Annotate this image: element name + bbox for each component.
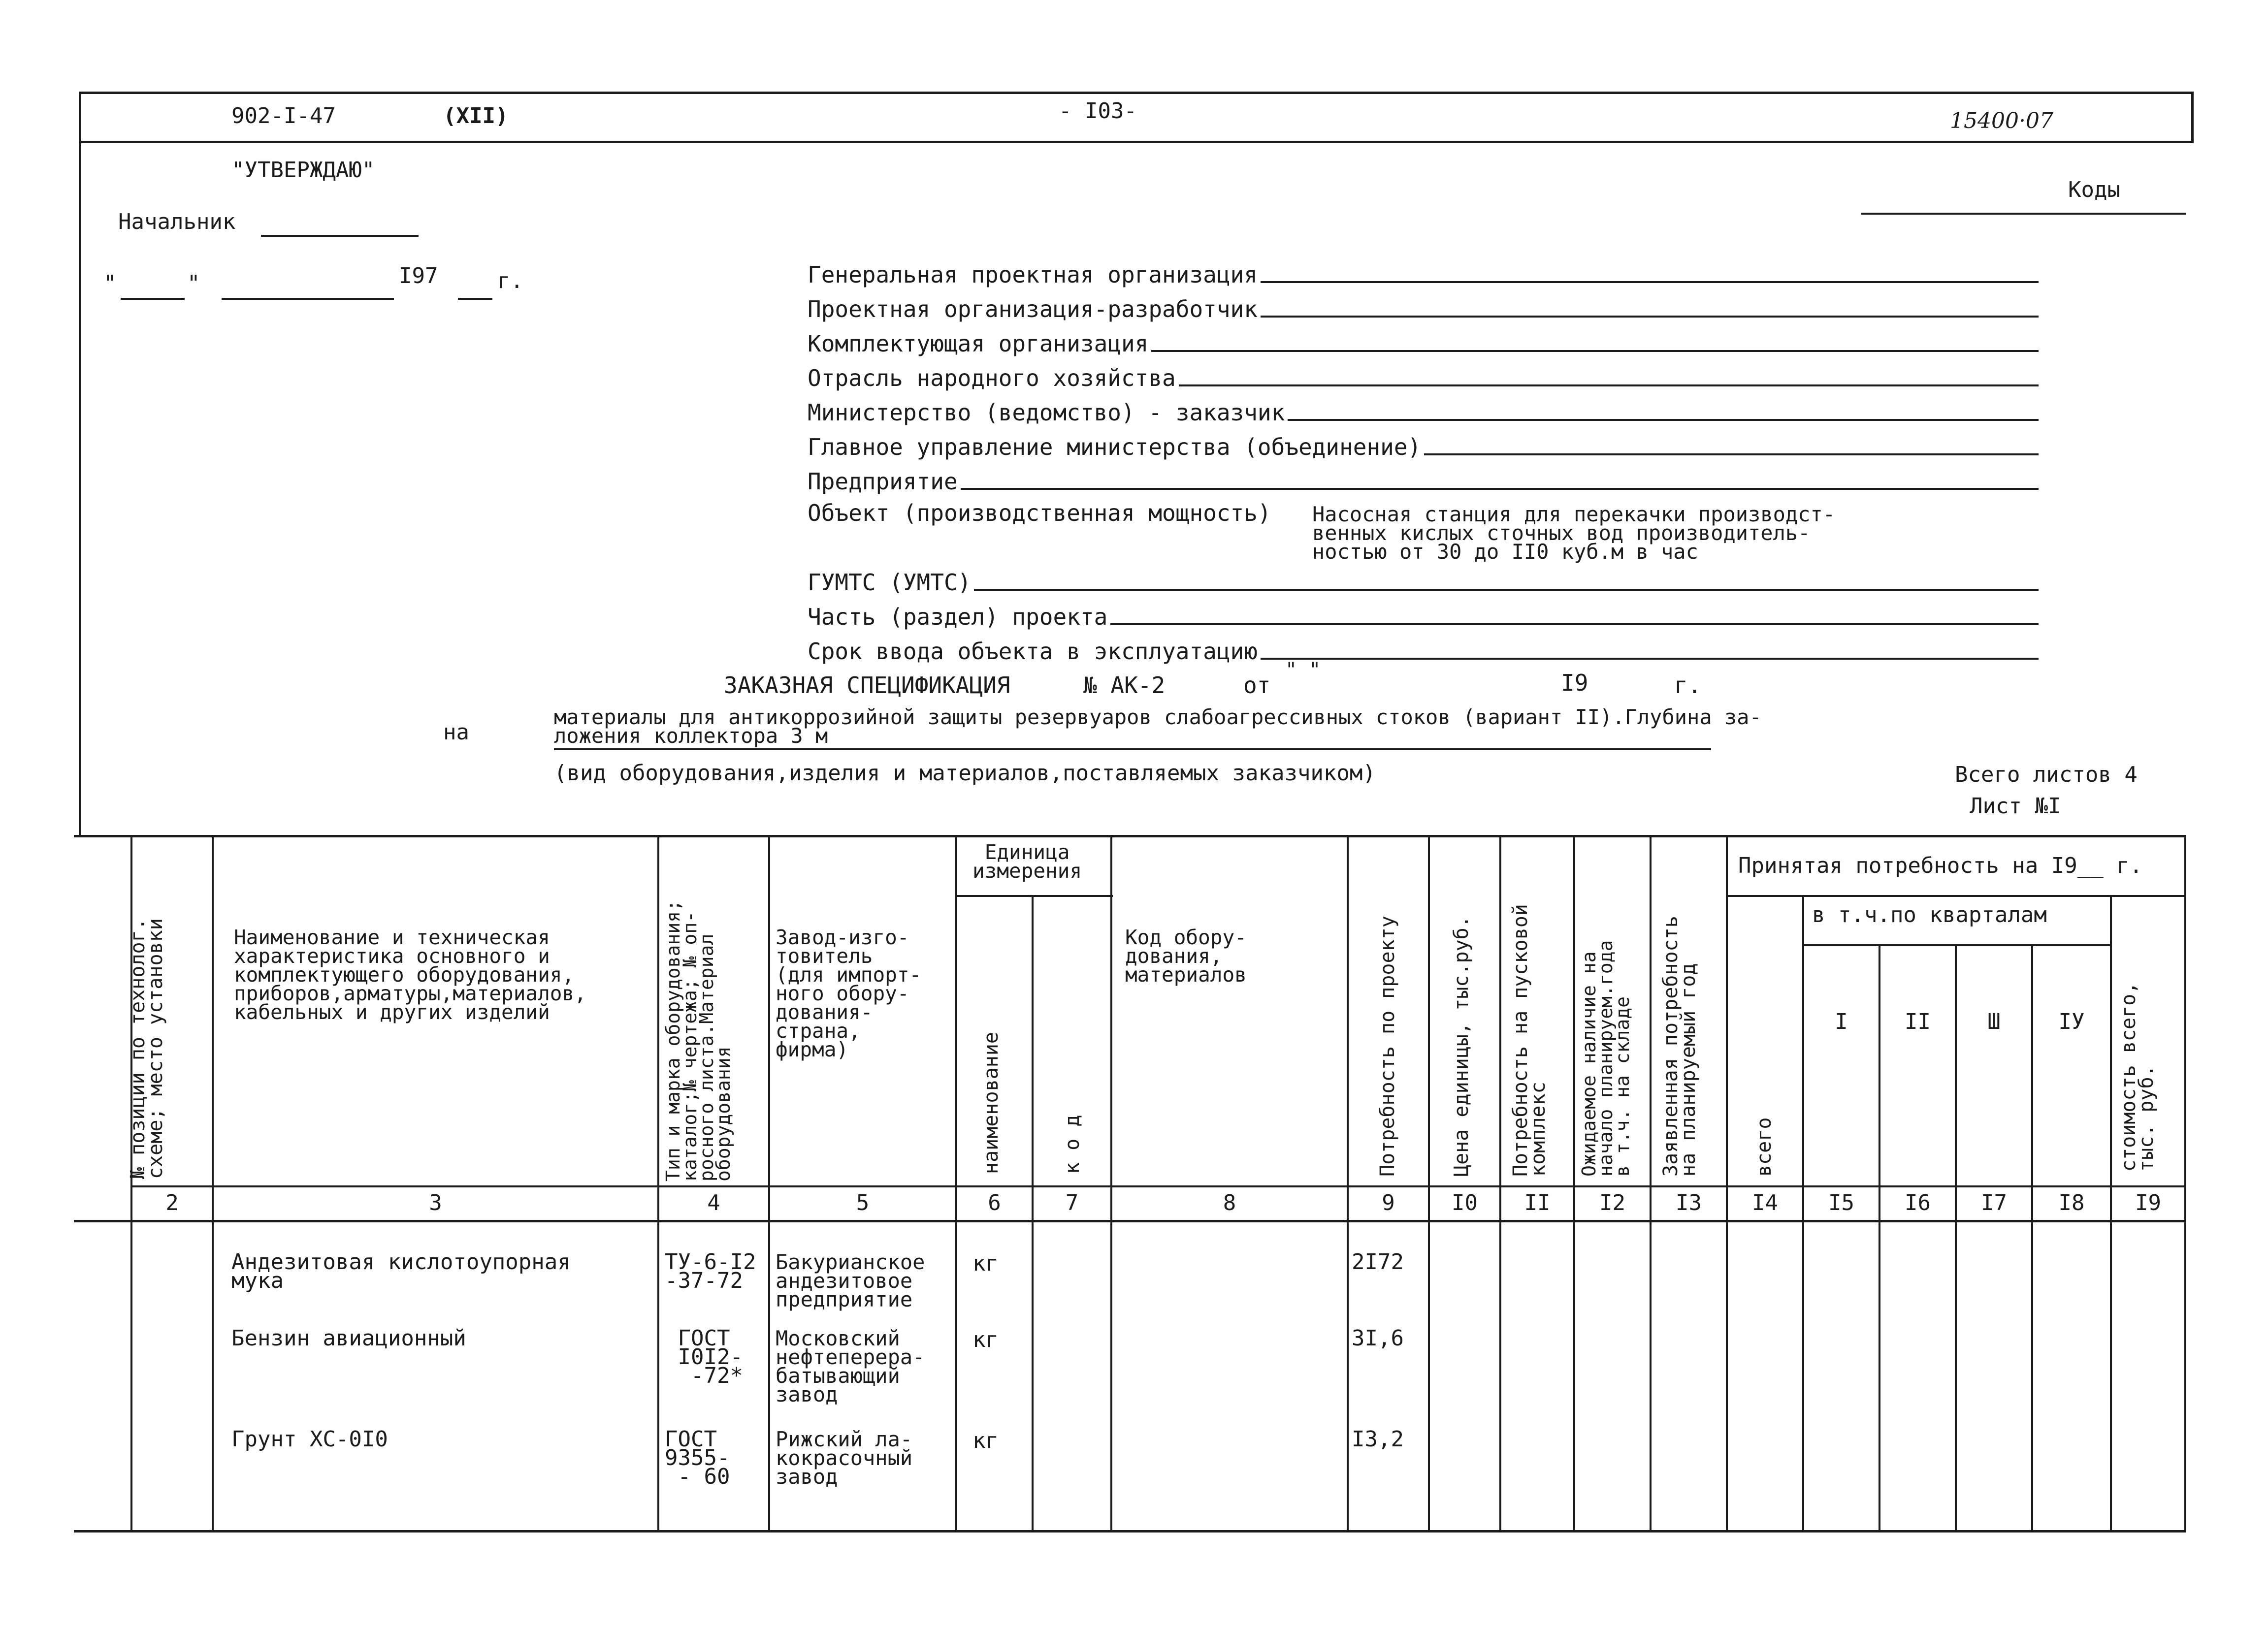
row-name: Андезитовая кислотоупорная мука: [231, 1249, 571, 1293]
vrule-b: [212, 835, 214, 1530]
vrule-h: [1347, 835, 1349, 1530]
row-qty: I3,2: [1352, 1427, 1404, 1452]
row-unit: кг: [972, 1428, 999, 1453]
album-number: (XII): [443, 103, 509, 128]
header-left-edge: [79, 92, 81, 141]
row-type: ГОСТ 9355- - 60: [665, 1427, 730, 1489]
frame-top-rule: [79, 141, 2194, 143]
page-number: - I03-: [1059, 98, 1137, 124]
header-bottom-rule: [130, 1185, 2186, 1187]
vrule-d: [768, 835, 770, 1530]
sheet-number: Лист №I: [1970, 794, 2061, 819]
colnum: I4: [1752, 1190, 1778, 1215]
frame-left-rule: [79, 141, 81, 835]
vrule-right: [2184, 835, 2186, 1530]
field-general-org: Генеральная проектная организация: [808, 258, 2039, 288]
field-gumts: ГУМТС (УМТС): [808, 566, 2039, 596]
row-name: Бензин авиационный: [231, 1326, 466, 1351]
row-maker: Московский нефтеперера- батывающий завод: [776, 1326, 925, 1406]
row-unit: кг: [972, 1327, 999, 1352]
row-name: Грунт ХС-0I0: [231, 1427, 388, 1452]
colnum: I6: [1905, 1190, 1931, 1215]
vrule-l: [1650, 835, 1652, 1530]
colnum: 3: [429, 1190, 442, 1215]
colnum: 2: [165, 1190, 179, 1215]
header-right-edge: [2191, 92, 2194, 141]
spec-subject-rule: [554, 748, 1711, 750]
month-line: [222, 298, 394, 300]
colnum: 7: [1065, 1190, 1079, 1215]
row-qty: 2I72: [1352, 1249, 1404, 1275]
table-bottom-rule: [74, 1530, 2186, 1532]
vrule-k: [1573, 835, 1575, 1530]
total-sheets: Всего листов 4: [1955, 762, 2138, 787]
colnum: 5: [856, 1190, 870, 1215]
colnum: 4: [707, 1190, 720, 1215]
codes-rule: [1861, 213, 2186, 215]
col4-header: Тип и марка оборудования; каталог;№ чертежа; № оп- росного листа.Материал оборудования: [662, 900, 734, 1181]
approval-stamp: "УТВЕРЖДАЮ": [231, 158, 375, 183]
spec-year-suffix: г.: [1674, 672, 1702, 699]
q2-header: II: [1905, 1009, 1931, 1034]
object-value-line-2: венных кислых сточных вод производитель-: [1312, 521, 1811, 545]
unit-group-rule: [955, 895, 1113, 897]
inventory-number: 15400·07: [1950, 108, 2053, 133]
colnum: I9: [2135, 1190, 2161, 1215]
spec-from: от: [1243, 672, 1271, 699]
field-industry: Отрасль народного хозяйства: [808, 362, 2039, 391]
colnum: I3: [1676, 1190, 1702, 1215]
chief-label: Начальник: [118, 209, 236, 234]
q4-header: IУ: [2058, 1009, 2085, 1034]
row-maker: Рижский ла- кокрасочный завод: [776, 1427, 913, 1489]
vrule-j: [1499, 835, 1501, 1530]
vrule-m: [1726, 835, 1728, 1530]
quarters-header: в т.ч.по кварталам: [1812, 902, 2047, 927]
spec-number: № АК-2: [1083, 672, 1166, 699]
spec-subject-line-1: материалы для антикоррозийной защиты резервуаров слабоагрессивных стоков (вариант II).Глубина за-: [554, 705, 1762, 729]
accepted-header: Принятая потребность на I9__ г.: [1738, 853, 2143, 878]
col11-header: Потребность на пусковой комплекс: [1509, 904, 1550, 1177]
year-prefix: I97: [399, 263, 438, 288]
col14-header: всего: [1753, 1117, 1776, 1177]
spec-quote-marks: " ": [1285, 659, 1321, 681]
row-type: ТУ-6-I2 -37-72: [665, 1249, 756, 1293]
colnum: I0: [1452, 1190, 1478, 1215]
object-value-line-3: ностью от 30 до II0 куб.м в час: [1312, 540, 1698, 564]
chief-signature-line: [261, 235, 419, 237]
colnum: 9: [1382, 1190, 1395, 1215]
vrule-i: [1428, 835, 1430, 1530]
col8-header: Код обору- дования, материалов: [1125, 926, 1247, 987]
col13-header: Заявленная потребность на планируемый год: [1659, 916, 1700, 1177]
spec-na: на: [443, 720, 469, 745]
field-ministry: Министерство (ведомство) - заказчик: [808, 396, 2039, 426]
vrule-g: [1110, 835, 1112, 1530]
top-dashed-rule: [79, 92, 2194, 94]
col2-header: № позиции по технолог. схеме; место установки: [127, 918, 167, 1179]
colnum: I2: [1599, 1190, 1625, 1215]
col12-header: Ожидаемое наличие на начало планируем.года в т.ч. на складе: [1578, 940, 1633, 1177]
accepted-rule: [1726, 895, 2186, 897]
col9-header: Потребность по проекту: [1376, 916, 1399, 1177]
year-suffix: г.: [497, 268, 523, 293]
day-line: [121, 298, 185, 300]
colnum: I8: [2058, 1190, 2085, 1215]
date-quote-open: ": [103, 271, 117, 296]
row-unit: кг: [972, 1251, 999, 1276]
colnum: 8: [1223, 1190, 1236, 1215]
field-developer-org: Проектная организация-разработчик: [808, 293, 2039, 322]
doc-code: 902-I-47: [231, 103, 336, 128]
col19-header: стоимость всего, тыс. руб.: [2117, 982, 2158, 1172]
col7-header: к о д: [1061, 1115, 1084, 1174]
row-maker: Бакурианское андезитовое предприятие: [776, 1250, 925, 1311]
field-commissioning: Срок ввода объекта в эксплуатацию: [808, 635, 2039, 665]
field-supplier-org: Комплектующая организация: [808, 327, 2039, 357]
row-type: ГОСТ I0I2- -72*: [678, 1326, 743, 1388]
col5-header: Завод-изго- товитель (для импорт- ного обору- дования- страна, фирма): [776, 926, 922, 1061]
object-label: Объект (производственная мощность): [808, 500, 1271, 526]
col6-header: наименование: [980, 1032, 1003, 1174]
object-value-line-1: Насосная станция для перекачки производст-: [1312, 502, 1836, 526]
codes-label: Коды: [2068, 177, 2120, 202]
spec-title: ЗАКАЗНАЯ СПЕЦИФИКАЦИЯ: [724, 672, 1010, 699]
table-top-rule: [74, 835, 2186, 837]
colnum: II: [1524, 1190, 1551, 1215]
col3-header: Наименование и техническая характеристика основного и комплектующего оборудования, приборов,арматуры,материалов, кабельных и других изделий: [234, 926, 586, 1024]
field-enterprise: Предприятие: [808, 465, 2039, 495]
colnum: I5: [1828, 1190, 1854, 1215]
year-line: [458, 298, 492, 300]
colnum: 6: [988, 1190, 1001, 1215]
q1-header: I: [1835, 1009, 1848, 1034]
vrule-e: [955, 835, 957, 1530]
field-main-directorate: Главное управление министерства (объединение): [808, 431, 2039, 460]
field-project-part: Часть (раздел) проекта: [808, 601, 2039, 630]
date-quote-close: ": [187, 271, 200, 296]
q3-header: Ш: [1987, 1009, 2001, 1034]
vrule-c: [657, 835, 659, 1530]
numbers-bottom-rule: [74, 1220, 2186, 1222]
colnum: I7: [1981, 1190, 2007, 1215]
row-qty: 3I,6: [1352, 1326, 1404, 1351]
spec-year: I9: [1561, 670, 1588, 696]
spec-subject-line-2: ложения коллектора 3 м: [554, 724, 828, 748]
unit-group-header: Единица измерения: [972, 840, 1082, 883]
spec-kind: (вид оборудования,изделия и материалов,поставляемых заказчиком): [554, 761, 1376, 786]
col10-header: Цена единицы, тыс.руб.: [1450, 916, 1473, 1177]
